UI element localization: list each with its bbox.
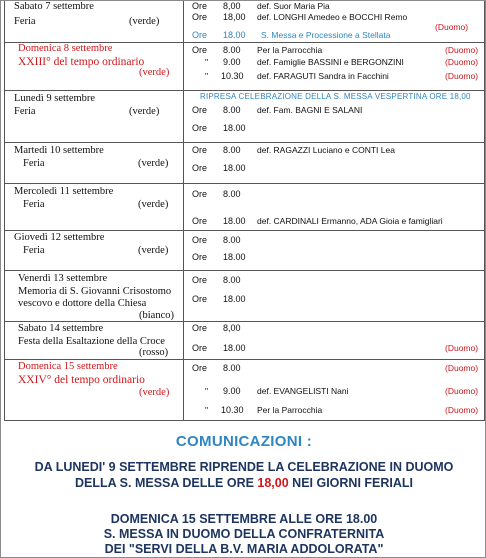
announcement-text: DELLA S. MESSA DELLE ORE [74,476,258,490]
day-date: Sabato 7 settembre [14,1,94,12]
mass-time: 18.00 [223,252,246,262]
announcement-2-line-1: DOMENICA 15 SETTEMBRE ALLE ORE 18.00 [110,512,378,526]
ore-label: Ore [192,1,208,11]
day-note: Feria [23,245,45,256]
day-date: Domenica 15 settembre [18,361,118,372]
day-note: XXIV° del tempo ordinario [18,374,145,386]
day-date: Sabato 14 settembre [18,323,104,334]
mass-time: 8.00 [223,275,241,285]
ore-label: Ore [192,235,208,245]
ore-label: Ore [192,45,208,55]
day-note: Memoria di S. Giovanni Crisostomo [18,286,172,297]
mass-time: 18.00 [223,30,246,40]
day-date: Giovedì 12 settembre [14,232,105,243]
ore-label: Ore [192,145,208,155]
mass-time: 8.00 [223,363,241,373]
announcement-1-line-2 [1,476,486,490]
day-date: Lunedì 9 settembre [14,93,96,104]
mass-time: 18,00 [223,12,246,22]
announcement-highlight-time: 18,00 [257,476,289,490]
mass-time: 9.00 [223,57,241,67]
mass-intention: def. EVANGELISTI Nani [257,386,349,396]
ore-label: Ore [192,275,208,285]
liturgical-color: (verde) [129,16,160,27]
mass-intention: def. FARAGUTI Sandra in Facchini [257,71,389,81]
liturgical-color: (bianco) [139,310,174,321]
location-duomo: (Duomo) [445,386,479,396]
location-duomo: (Duomo) [445,343,479,353]
liturgical-color: (verde) [138,199,169,210]
ore-label: Ore [192,163,208,173]
evening-mass-announcement: RIPRESA CELEBRAZIONE DELLA S. MESSA VESPERTINA ORE 18,00 [200,92,471,101]
mass-intention: Per la Parrocchia [257,45,323,55]
ditto-mark: " [205,57,209,67]
mass-time: 8,00 [223,1,241,11]
mass-time: 18.00 [223,294,246,304]
mass-intention: def. LONGHI Amedeo e BOCCHI Remo [257,12,408,22]
ore-label: Ore [192,30,208,40]
ore-label: Ore [192,294,208,304]
mass-time: 10.30 [221,405,244,415]
mass-time: 10.30 [221,71,244,81]
day-date: Martedì 10 settembre [14,145,104,156]
row-separator [5,142,484,143]
row-separator [5,230,484,231]
mass-intention: def. Famiglie BASSINI e BERGONZINI [257,57,404,67]
mass-intention: def. Fam. BAGNI E SALANI [257,105,363,115]
location-duomo: (Duomo) [445,71,479,81]
ore-label: Ore [192,12,208,22]
announcement-1-line-1: DA LUNEDI' 9 SETTEMBRE RIPRENDE LA CELEBRAZIONE IN DUOMO [34,460,454,474]
mass-intention: Per la Parrocchia [257,405,323,415]
day-date: Mercoledì 11 settembre [14,186,114,197]
mass-time: 8.00 [223,105,241,115]
ditto-mark: " [205,386,209,396]
ore-label: Ore [192,363,208,373]
liturgical-color: (verde) [139,387,170,398]
day-note: Feria [23,199,45,210]
day-note-line2: vescovo e dottore della Chiesa [18,298,147,309]
ore-label: Ore [192,105,208,115]
day-note: Feria [14,16,36,27]
ditto-mark: " [205,405,209,415]
liturgical-color: (rosso) [139,347,169,358]
mass-time: 18.00 [223,216,246,226]
ore-label: Ore [192,343,208,353]
location-duomo: (Duomo) [445,45,479,55]
mass-intention: def. Suor Maria Pia [257,1,330,11]
mass-intention: S. Messa e Processione a Stellata [261,30,391,40]
location-duomo: (Duomo) [445,57,479,67]
announcement-text: NEI GIORNI FERIALI [288,476,413,490]
row-separator [5,359,484,360]
mass-time: 18.00 [223,123,246,133]
ore-label: Ore [192,252,208,262]
day-date: Venerdì 13 settembre [18,273,108,284]
announcement-2-line-3: DEI "SERVI DELLA B.V. MARIA ADDOLORATA" [104,542,384,556]
mass-schedule-table [4,1,485,421]
mass-time: 18.00 [223,343,246,353]
mass-time: 8,00 [223,323,241,333]
liturgical-color: (verde) [138,245,169,256]
mass-time: 18.00 [223,163,246,173]
ore-label: Ore [192,123,208,133]
ore-label: Ore [192,189,208,199]
day-note: Feria [14,106,36,117]
location-duomo: (Duomo) [445,405,479,415]
mass-intention: def. RAGAZZI Luciano e CONTI Lea [257,145,395,155]
mass-time: 8.00 [223,45,241,55]
day-date: Domenica 8 settembre [18,43,113,54]
ore-label: Ore [192,323,208,333]
mass-intention: def. CARDINALI Ermanno, ADA Gioia e famigliari [257,216,443,226]
day-note: Festa della Esaltazione della Croce [18,336,165,347]
mass-time: 8.00 [223,235,241,245]
ditto-mark: " [205,71,209,81]
row-separator [5,90,484,91]
mass-time: 9.00 [223,386,241,396]
row-separator [5,420,484,421]
location-duomo: (Duomo) [445,363,479,373]
row-separator [5,183,484,184]
mass-time: 8.00 [223,189,241,199]
announcements-title: COMUNICAZIONI : [175,433,313,450]
mass-time: 8.00 [223,145,241,155]
row-separator [5,321,484,322]
day-note: Feria [23,158,45,169]
day-note: XXIII° del tempo ordinario [18,56,145,68]
liturgical-color: (verde) [139,67,170,78]
liturgical-color: (verde) [129,106,160,117]
ore-label: Ore [192,216,208,226]
liturgical-color: (verde) [138,158,169,169]
row-separator [5,270,484,271]
announcement-2-line-2: S. MESSA IN DUOMO DELLA CONFRATERNITA [103,527,385,541]
column-divider [183,1,184,421]
location-duomo: (Duomo) [435,22,469,32]
